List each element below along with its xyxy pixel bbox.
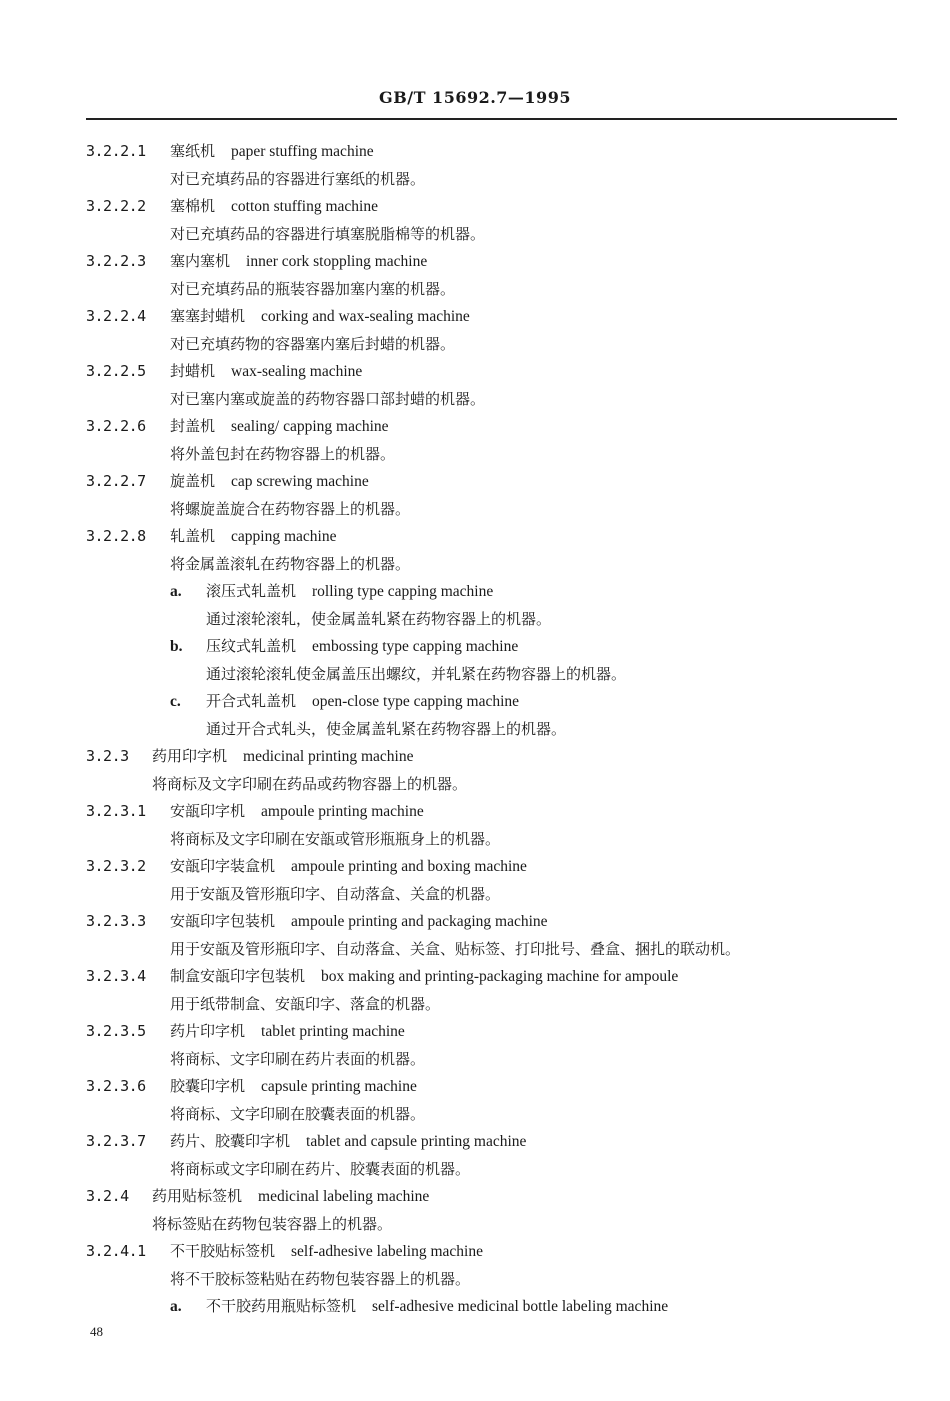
- sub-item-letter: a.: [170, 583, 182, 600]
- term-english: tablet and capsule printing machine: [306, 1133, 527, 1150]
- entry-number: 3.2.3.7: [86, 1132, 146, 1150]
- term: [152, 1183, 429, 1211]
- term-english: corking and wax-sealing machine: [261, 308, 470, 325]
- term-chinese: 压纹式轧盖机: [206, 637, 297, 655]
- entry-number: 3.2.3.2: [86, 857, 146, 875]
- term-chinese: 安瓿印字装盒机: [170, 857, 276, 875]
- term: [170, 908, 548, 936]
- term-chinese: 安瓿印字包装机: [170, 912, 276, 930]
- term-chinese: 塞塞封蜡机: [170, 307, 246, 325]
- term: [170, 963, 678, 991]
- term-english: cap screwing machine: [231, 473, 369, 490]
- entry-number: 3.2.2.6: [86, 417, 146, 435]
- entry-number: 3.2.2.7: [86, 472, 146, 490]
- term: [170, 1018, 405, 1046]
- term-chinese: 塞棉机: [170, 197, 216, 215]
- term-english: medicinal labeling machine: [258, 1188, 430, 1205]
- term: [170, 358, 362, 386]
- entry-definition: 对已充填药品的容器进行塞纸的机器。: [170, 169, 426, 188]
- page-number: 48: [90, 1324, 103, 1339]
- entry-definition: 将商标、文字印刷在胶囊表面的机器。: [170, 1104, 426, 1123]
- sub-item-term: [206, 633, 518, 661]
- term: [170, 468, 369, 496]
- sub-item-letter: b.: [170, 638, 183, 655]
- term-english: rolling type capping machine: [312, 583, 494, 600]
- term-english: capping machine: [231, 528, 337, 545]
- entry-number: 3.2.3.1: [86, 802, 146, 820]
- entry-definition: 将商标及文字印刷在安瓿或管形瓶瓶身上的机器。: [170, 829, 501, 848]
- entry-number: 3.2.4: [86, 1187, 129, 1205]
- term: [170, 853, 527, 881]
- term-chinese: 不干胶贴标签机: [170, 1242, 276, 1260]
- sub-item-term: [206, 578, 493, 606]
- term-english: tablet printing machine: [261, 1023, 405, 1040]
- term-english: open-close type capping machine: [312, 693, 520, 710]
- term-english: inner cork stoppling machine: [246, 253, 428, 270]
- entry-definition: 将标签贴在药物包装容器上的机器。: [152, 1214, 393, 1233]
- entry-number: 3.2.2.1: [86, 142, 146, 160]
- term: [170, 1128, 526, 1156]
- term-chinese: 制盒安瓿印字包装机: [170, 967, 306, 985]
- term: [170, 413, 389, 441]
- term: [170, 523, 336, 551]
- term-english: medicinal printing machine: [243, 748, 414, 765]
- term-english: ampoule printing and boxing machine: [291, 858, 527, 875]
- entry-number: 3.2.3: [86, 747, 129, 765]
- term-chinese: 不干胶药用瓶贴标签机: [206, 1297, 357, 1315]
- term-chinese: 滚压式轧盖机: [206, 582, 297, 600]
- term-english: self-adhesive medicinal bottle labeling machine: [372, 1298, 669, 1315]
- term-chinese: 轧盖机: [170, 527, 216, 545]
- term: [170, 138, 374, 166]
- entry-number: 3.2.3.4: [86, 967, 146, 985]
- term-english: ampoule printing machine: [261, 803, 424, 820]
- term-chinese: 药用贴标签机: [152, 1187, 243, 1205]
- sub-item-letter: a.: [170, 1298, 182, 1315]
- entry-number: 3.2.3.6: [86, 1077, 146, 1095]
- term-english: ampoule printing and packaging machine: [291, 913, 548, 930]
- term-chinese: 开合式轧盖机: [206, 692, 297, 710]
- term: [170, 248, 427, 276]
- term: [170, 193, 378, 221]
- entry-definition: 将商标、文字印刷在药片表面的机器。: [170, 1049, 426, 1068]
- term-chinese: 胶囊印字机: [170, 1077, 246, 1095]
- term-chinese: 药片印字机: [170, 1022, 246, 1040]
- term-chinese: 塞纸机: [170, 142, 216, 160]
- entry-definition: 用于安瓿及管形瓶印字、自动落盒、关盒的机器。: [170, 884, 501, 903]
- entry-definition: 将外盖包封在药物容器上的机器。: [170, 444, 396, 463]
- sub-item-term: [206, 1293, 668, 1321]
- entry-definition: 通过滚轮滚轧使金属盖压出螺纹，并轧紧在药物容器上的机器。: [206, 664, 627, 683]
- entry-number: 3.2.3.5: [86, 1022, 146, 1040]
- term-english: embossing type capping machine: [312, 638, 519, 655]
- term-chinese: 安瓿印字机: [170, 802, 246, 820]
- term-english: cotton stuffing machine: [231, 198, 378, 215]
- entry-definition: 对已充填药品的瓶装容器加塞内塞的机器。: [170, 279, 456, 298]
- entry-number: 3.2.2.2: [86, 197, 146, 215]
- term-chinese: 封盖机: [170, 417, 216, 435]
- page-header: GB/T 15692.7—1995: [379, 88, 571, 107]
- term-english: self-adhesive labeling machine: [291, 1243, 483, 1260]
- term-chinese: 药用印字机: [152, 747, 228, 765]
- entry-definition: 将商标及文字印刷在药品或药物容器上的机器。: [152, 774, 468, 793]
- term: [170, 798, 424, 826]
- term: [170, 1238, 483, 1266]
- entry-number: 3.2.2.8: [86, 527, 146, 545]
- entry-definition: 对已塞内塞或旋盖的药物容器口部封蜡的机器。: [170, 389, 486, 408]
- entry-number: 3.2.2.4: [86, 307, 146, 325]
- sub-item-letter: c.: [170, 693, 181, 710]
- term-english: wax-sealing machine: [231, 363, 363, 380]
- term: [170, 1073, 417, 1101]
- term-chinese: 旋盖机: [170, 472, 216, 490]
- term-chinese: 封蜡机: [170, 362, 216, 380]
- term-chinese: 塞内塞机: [170, 252, 231, 270]
- term-english: capsule printing machine: [261, 1078, 417, 1095]
- term: [170, 303, 470, 331]
- header-rule: [86, 118, 897, 120]
- entry-definition: 将金属盖滚轧在药物容器上的机器。: [170, 554, 411, 573]
- entry-definition: 通过开合式轧头，使金属盖轧紧在药物容器上的机器。: [206, 719, 567, 738]
- term: [152, 743, 413, 771]
- entry-definition: 通过滚轮滚轧，使金属盖轧紧在药物容器上的机器。: [206, 609, 552, 628]
- entry-definition: 对已充填药物的容器塞内塞后封蜡的机器。: [170, 334, 456, 353]
- entry-definition: 将商标或文字印刷在药片、胶囊表面的机器。: [170, 1159, 471, 1178]
- entry-definition: 用于纸带制盒、安瓿印字、落盒的机器。: [170, 994, 441, 1013]
- term-english: box making and printing-packaging machine for ampoule: [321, 968, 679, 985]
- term-chinese: 药片、胶囊印字机: [170, 1132, 291, 1150]
- entry-definition: 将不干胶标签粘贴在药物包装容器上的机器。: [170, 1269, 471, 1288]
- entry-number: 3.2.2.5: [86, 362, 146, 380]
- term-english: paper stuffing machine: [231, 143, 374, 160]
- entry-definition: 用于安瓿及管形瓶印字、自动落盒、关盒、贴标签、打印批号、叠盒、捆扎的联动机。: [170, 939, 741, 958]
- entry-definition: 将螺旋盖旋合在药物容器上的机器。: [170, 499, 411, 518]
- entry-number: 3.2.3.3: [86, 912, 146, 930]
- sub-item-term: [206, 688, 519, 716]
- entry-number: 3.2.4.1: [86, 1242, 146, 1260]
- term-english: sealing/ capping machine: [231, 418, 389, 435]
- entry-number: 3.2.2.3: [86, 252, 146, 270]
- entry-definition: 对已充填药品的容器进行填塞脱脂棉等的机器。: [170, 224, 486, 243]
